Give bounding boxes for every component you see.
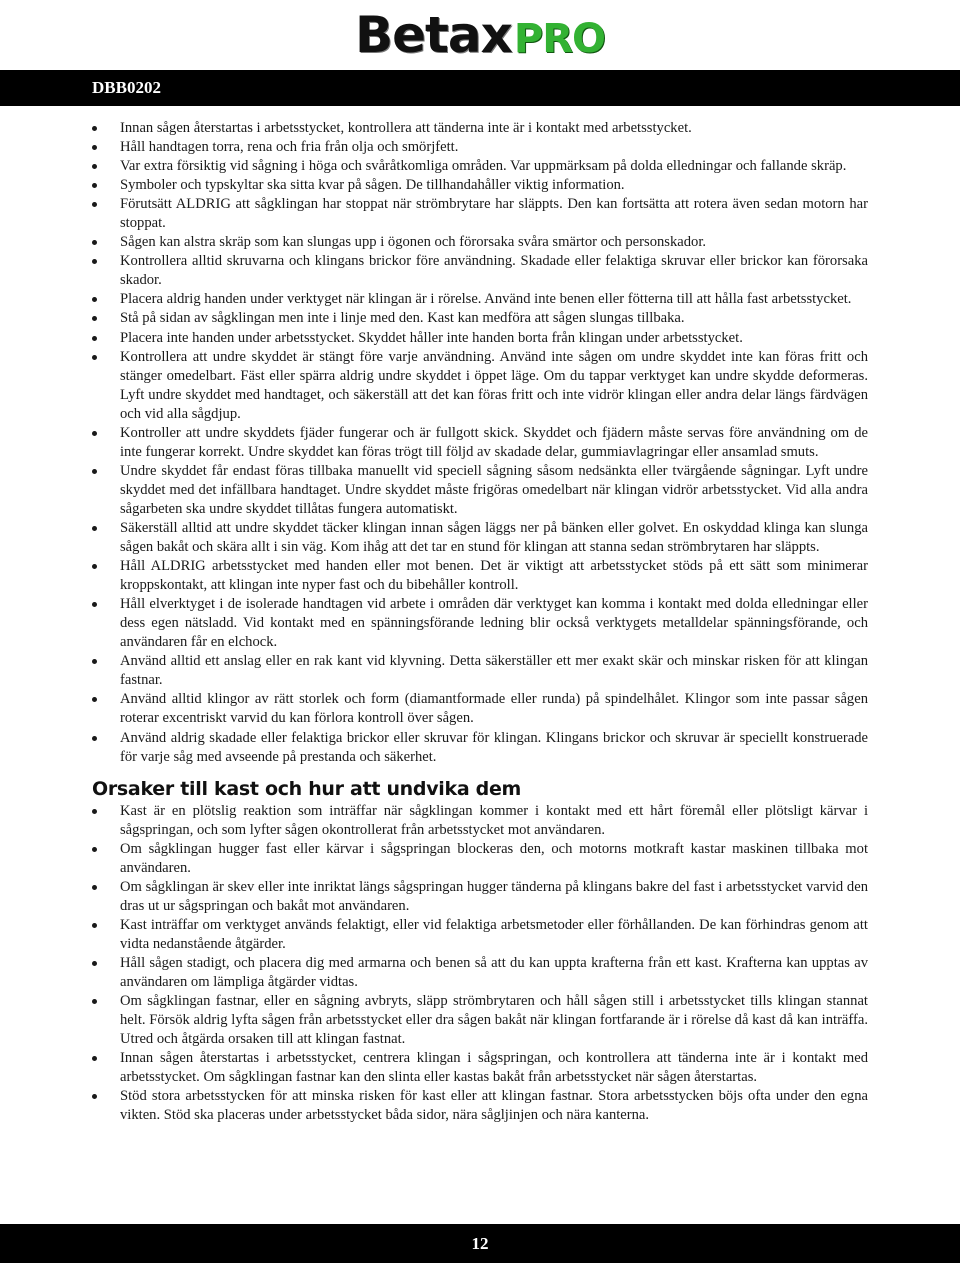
list-item-text: Placera inte handen under arbetsstycket. Skyddet håller inte handen borta från klingan under arbetsstycket. [120, 329, 743, 346]
safety-list-item [92, 329, 868, 348]
list-item-text: Kontroller att undre skyddets fjäder fungerar och är fullgott skick. Skyddet och fjädern måste servas före användning om de inte fungerar korrekt. Undre skyddet kan föras trögt till följd av skadade delar, gummiavlagringar eller ansamlad smuts. [120, 424, 868, 460]
bullet-icon [92, 297, 97, 302]
safety-list-item [92, 462, 868, 519]
safety-list-item [92, 519, 868, 557]
bullet-icon [92, 961, 97, 966]
kickback-list-item [92, 916, 868, 954]
bullet-icon [92, 240, 97, 245]
brand-logo [0, 2, 960, 68]
bullet-icon [92, 126, 97, 131]
bullet-icon [92, 183, 97, 188]
kickback-list-item [92, 1049, 868, 1087]
safety-list-item [92, 233, 868, 252]
list-item-text: Kast inträffar om verktyget används felaktigt, eller vid felaktiga arbetsmetoder eller förhållanden. De kan förhindras genom att vidta nedanstående åtgärder. [120, 916, 868, 952]
safety-list-item [92, 252, 868, 290]
list-item-text: Förutsätt ALDRIG att sågklingan har stoppat när strömbrytare har släppts. Den kan fortsätta att rotera även sedan motorn har stoppat. [120, 196, 868, 232]
list-item-text: Symboler och typskyltar ska sitta kvar på sågen. De tillhandahåller viktig information. [120, 177, 625, 194]
safety-list-item [92, 138, 868, 157]
list-item-text: Innan sågen återstartas i arbetsstycket, centrera klingan i sågspringan, och kontrollera att tänderna inte är i kontakt med arbetsstycket. Om sågklingan fastnar kan den slinta eller kastas bakåt från arbetsstycket när sågen återstartas. [120, 1050, 868, 1086]
list-item-text: Undre skyddet får endast föras tillbaka manuellt vid speciell sågning såsom nedsänkta eller tvärgående sågningar. Lyft undre skyddet med det infällbara handtaget. Undre skyddet måste frigöras omedelbart när klingan vidrör arbetsstycket. Vid alla andra sågarbeten ska undre skyddet tillåtas fungera automatiskt. [120, 462, 868, 517]
safety-list-item [92, 157, 868, 176]
list-item-text: Kontrollera att undre skyddet är stängt före varje användning. Använd inte sågen om undre skyddet inte kan föras fritt och stänger omedelbart. Fäst eller spärra aldrig undre skyddet i öppet läge. Om du tappar verktyget kan undre skydde deformeras. Lyft undre skyddet med handtaget, och säkerställ att det kan föras fritt och inte vidrör klingan eller andra delar längs färdvägen och vid alla sågdjup. [120, 348, 868, 422]
list-item-text: Håll sågen stadigt, och placera dig med armarna och benen så att du kan uppta krafterna från ett kast. Krafterna kan upptas av användaren om lämpliga åtgärder vidtas. [120, 954, 868, 991]
document-code: DBB0202 [92, 78, 161, 97]
list-item-text: Innan sågen återstartas i arbetsstycket, kontrollera att tänderna inte är i kontakt med arbetsstycket. [120, 120, 692, 136]
list-item-text: Om sågklingan hugger fast eller kärvar i sågspringan blockeras den, och motorns motkraft kastar maskinen tillbaka mot användaren. [120, 840, 868, 876]
bullet-icon [92, 1094, 97, 1099]
footer-bar [0, 1224, 960, 1263]
bullet-icon [92, 316, 97, 321]
safety-list-item [92, 290, 868, 309]
list-item-text: Om sågklingan är skev eller inte inriktat längs sågspringan hugger tänderna på klingans bakre del fast i arbetsstycket varvid den dras ut ur sågspringan och bakåt mot användaren. [120, 878, 868, 914]
list-item-text: Om sågklingan fastnar, eller en sågning avbryts, släpp strömbrytaren och håll sågen still i arbetsstycket tills klingan stannat helt. Försök aldrig lyfta sågen från arbetsstycket eller dra sågen bakåt när klingan fortfarande är i rörelse då kast då kan inträffa. Utred och åtgärda orsaken till att klingan fastnat. [120, 993, 868, 1048]
list-item-text: Stöd stora arbetsstycken för att minska risken för kast eller att klingan fastnar. Stora arbetsstycken böjs ofta under den egna vikten. Stöd ska placeras under arbetsstycket båda sidor, nära sågljinjen och nära kanterna. [120, 1088, 868, 1124]
list-item-text: Kontrollera alltid skruvarna och klingans brickor före användning. Skadade eller felaktiga skruvar eller brickor kan förorsaka skador. [120, 253, 868, 289]
safety-list-item [92, 309, 868, 328]
list-item-text: Sågen kan alstra skräp som kan slungas upp i ögonen och förorsaka svåra smärtor och personskador. [120, 234, 707, 251]
list-item-text: Placera aldrig handen under verktyget när klingan är i rörelse. Använd inte benen eller fötterna till att hålla fast arbetsstycket. [120, 291, 852, 308]
bullet-icon [92, 809, 97, 814]
bullet-icon [92, 336, 97, 341]
bullet-icon [92, 999, 97, 1004]
kickback-instructions-list [92, 802, 868, 1126]
list-item-text: Säkerställ alltid att undre skyddet täcker klingan innan sågen läggs ner på bänken eller golvet. En oskyddad klinga kan slunga sågen bakåt och skära allt i sin väg. Kom ihåg att det tar en stund för klingan att stanna sedan strömbrytaren har släppts. [120, 519, 868, 556]
safety-instructions-list [92, 119, 868, 767]
bullet-icon [92, 1056, 97, 1061]
bullet-icon [92, 164, 97, 169]
safety-list-item [92, 195, 868, 233]
bullet-icon [92, 355, 97, 360]
list-item-text: Var extra försiktig vid sågning i höga och svåråtkomliga områden. Var uppmärksam på dolda elledningar och fallande skräp. [120, 158, 847, 175]
bullet-icon [92, 259, 97, 264]
bullet-icon [92, 602, 97, 607]
list-item-text: Använd alltid klingor av rätt storlek och form (diamantformade eller runda) på spindelhålet. Klingor som inte passar sågen roterar excentriskt varvid du kan förlora kontroll över sågen. [120, 691, 868, 727]
kickback-list-item [92, 802, 868, 840]
list-item-text: Håll handtagen torra, rena och fria från olja och smörjfett. [120, 139, 459, 156]
bullet-icon [92, 431, 97, 436]
safety-list-item [92, 690, 868, 728]
kickback-list-item [92, 1087, 868, 1125]
kickback-list-item [92, 954, 868, 992]
header-bar [0, 70, 960, 106]
bullet-icon [92, 923, 97, 928]
list-item-text: Kast är en plötslig reaktion som inträffar när sågklingan kommer i kontakt med ett hårt föremål eller plötsligt kärvar i sågspringan, och som lyfter sågen okontrollerat från arbetsstycket mot användaren. [120, 802, 868, 838]
page-number: 12 [471, 1233, 489, 1253]
safety-list-item [92, 424, 868, 462]
bullet-icon [92, 145, 97, 150]
bullet-icon [92, 697, 97, 702]
kickback-list-item [92, 840, 868, 878]
safety-list-item [92, 119, 868, 138]
bullet-icon [92, 847, 97, 852]
list-item-text: Använd aldrig skadade eller felaktiga brickor eller skruvar för klingan. Klingans brickor och skruvar är speciellt konstruerade för varje såg med avseende på prestanda och säkerhet. [120, 729, 868, 765]
list-item-text: Stå på sidan av sågklingan men inte i linje med den. Kast kan medföra att sågen slungas tillbaka. [120, 310, 685, 327]
kickback-list-item [92, 992, 868, 1049]
section-heading: Orsaker till kast och hur att undvika dem [92, 777, 522, 800]
safety-list-item [92, 595, 868, 652]
page-content [92, 119, 868, 1125]
kickback-list-item [92, 878, 868, 916]
list-item-text: Håll ALDRIG arbetsstycket med handen eller mot benen. Det är viktigt att arbetsstycket stöds på ett sätt som minimerar kroppskontakt, att klingan inte nyper fast och du bibehåller kontroll. [120, 558, 868, 594]
safety-list-item [92, 176, 868, 195]
safety-list-item [92, 729, 868, 767]
logo-pro-text: PRO [513, 16, 606, 62]
list-item-text: Använd alltid ett anslag eller en rak kant vid klyvning. Detta säkerställer ett mer exakt skär och minskar risken för att klingan fastnar. [120, 653, 868, 689]
bullet-icon [92, 469, 97, 474]
bullet-icon [92, 659, 97, 664]
list-item-text: Håll elverktyget i de isolerade handtagen vid arbete i områden där verktyget kan komma i kontakt med dolda elledningar eller dess egen nätsladd. Vid kontakt med en spänningsförande ledning blir också verktygets metalldelar spänningsförande, och användaren får en elchock. [120, 596, 868, 651]
bullet-icon [92, 885, 97, 890]
bullet-icon [92, 526, 97, 531]
safety-list-item [92, 652, 868, 690]
logo-main-text: Betax [354, 6, 512, 64]
bullet-icon [92, 736, 97, 741]
safety-list-item [92, 557, 868, 595]
safety-list-item [92, 348, 868, 424]
bullet-icon [92, 564, 97, 569]
bullet-icon [92, 202, 97, 207]
